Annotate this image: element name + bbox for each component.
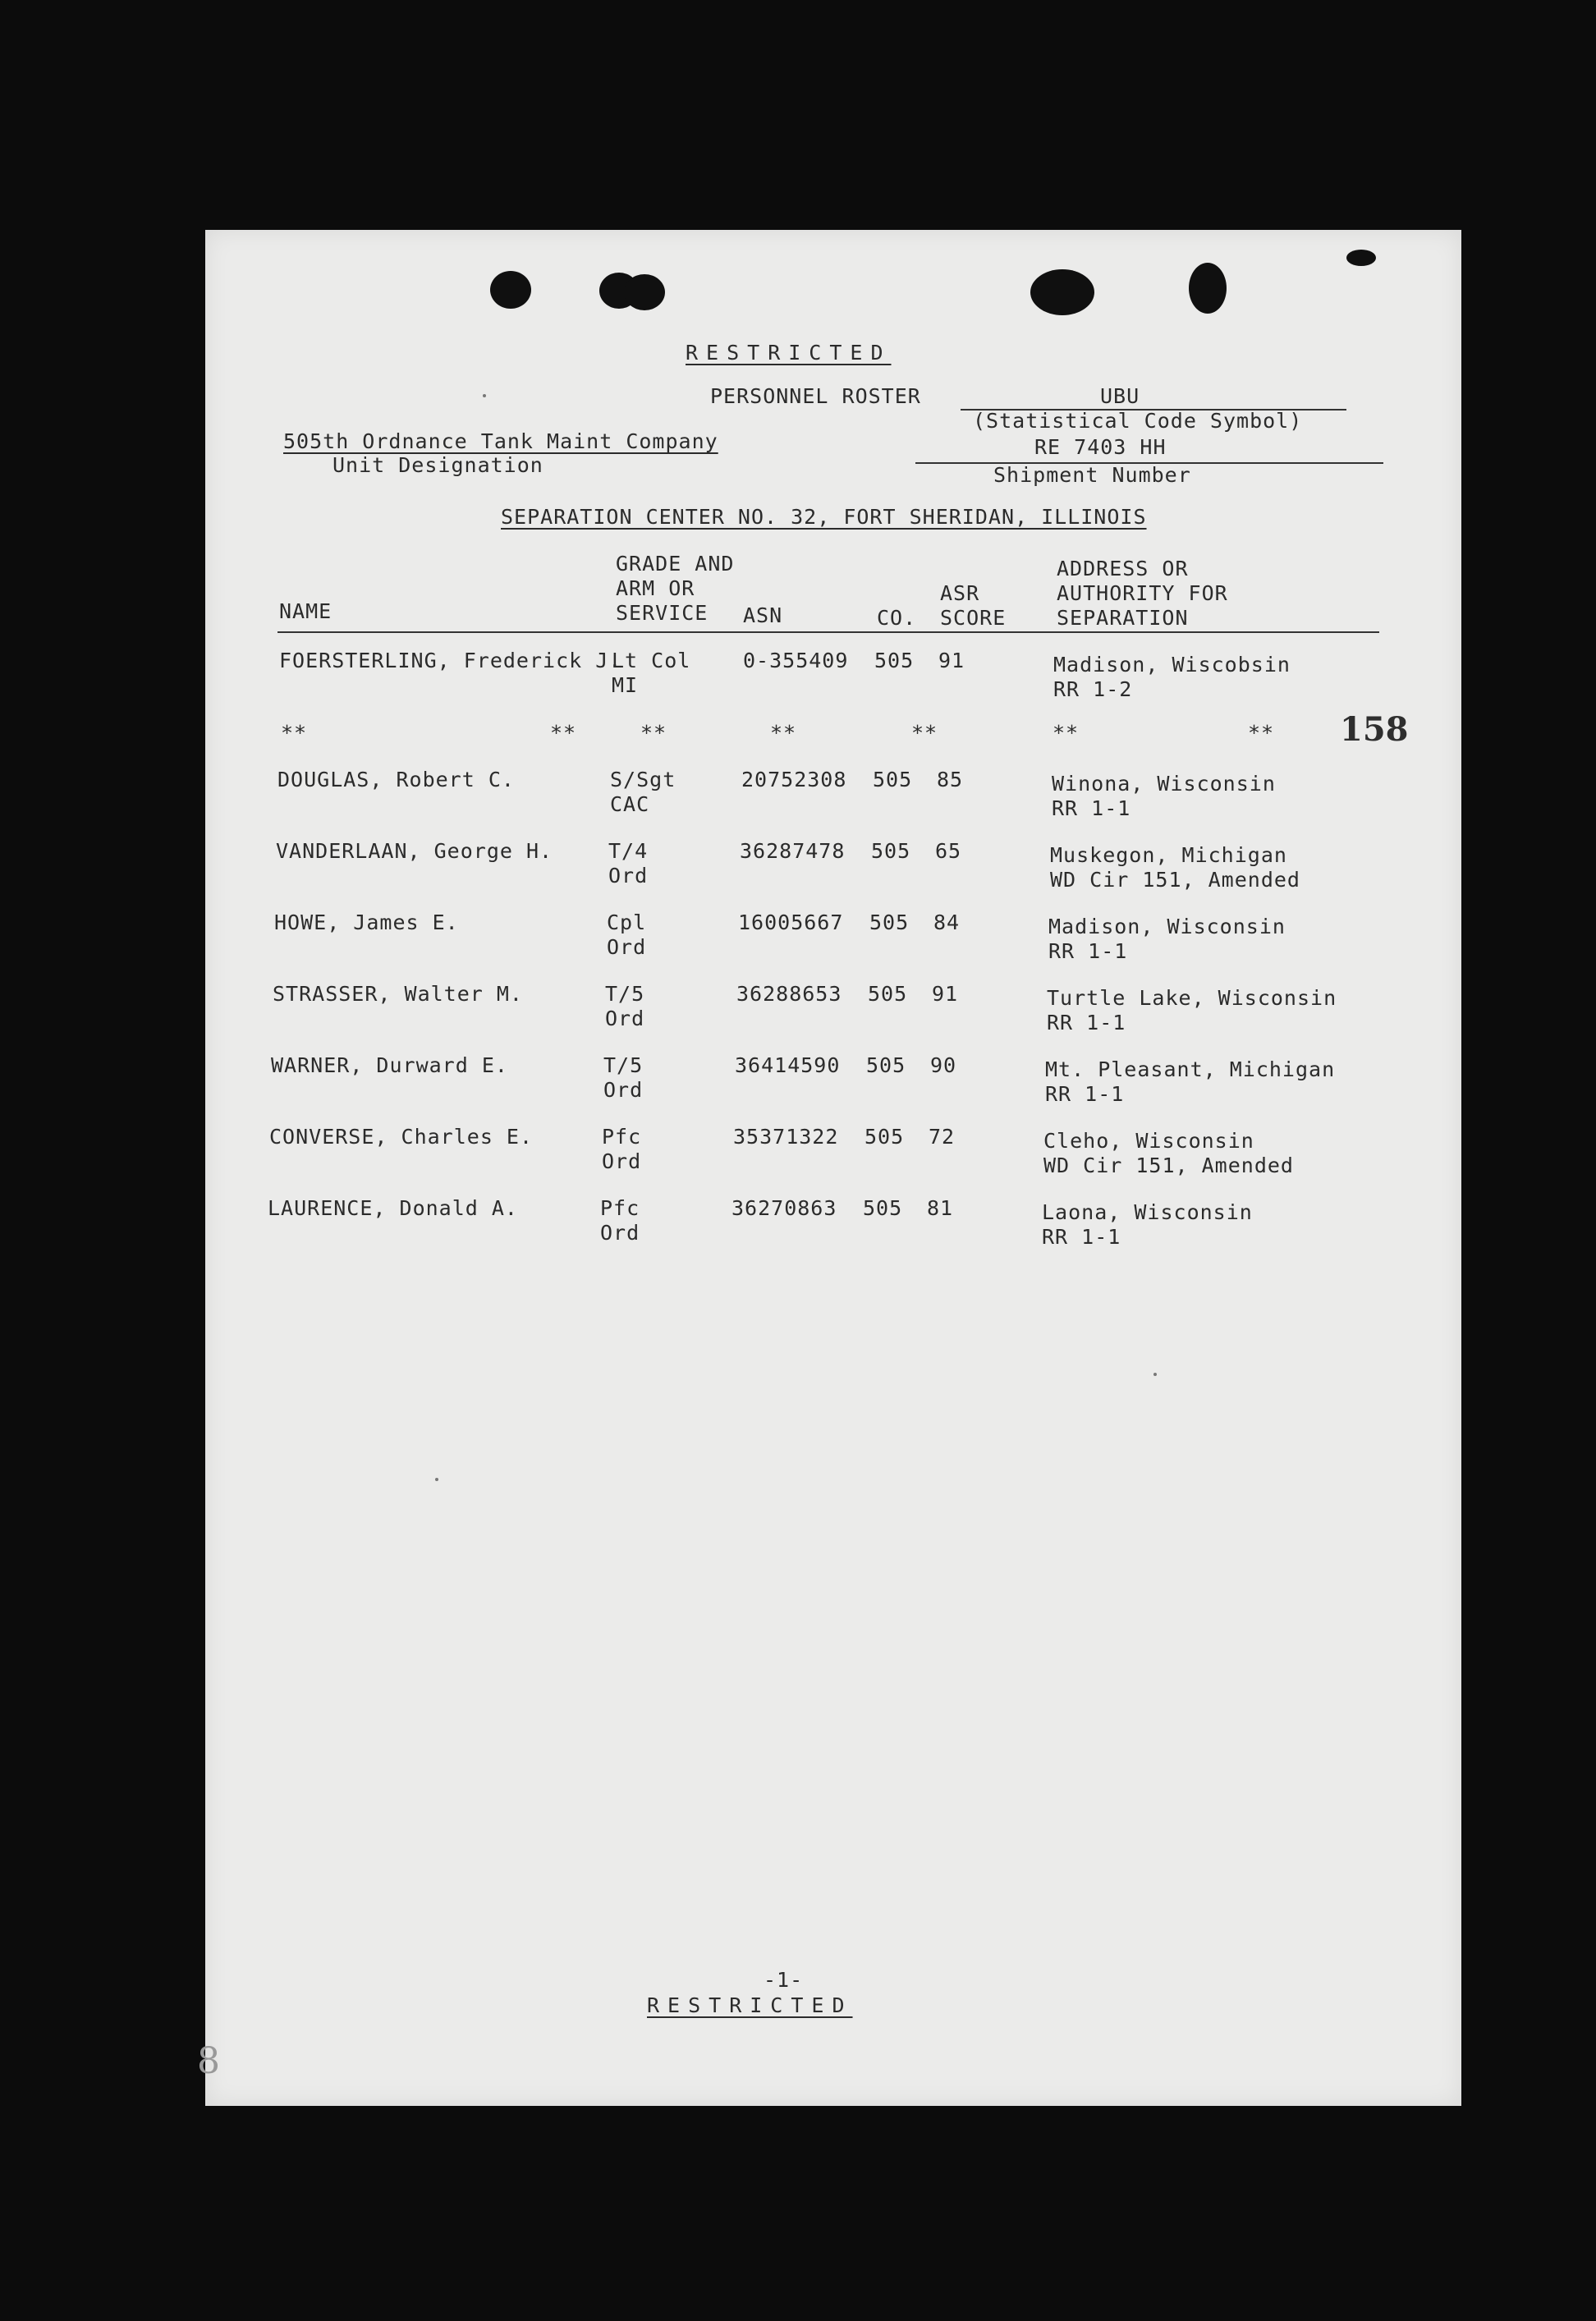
header-name: NAME: [279, 599, 332, 623]
row-address: Laona, Wisconsin: [1042, 1200, 1253, 1224]
row-score: 91: [932, 982, 959, 1006]
punch-hole: [1189, 263, 1227, 314]
row-arm: Ord: [607, 935, 647, 959]
header-rule: [277, 631, 1379, 633]
row-address: Winona, Wisconsin: [1052, 772, 1276, 796]
header-grade-line1: GRADE AND: [616, 552, 735, 576]
row-grade: Pfc: [600, 1196, 640, 1220]
row-address: Madison, Wisconsin: [1048, 915, 1286, 938]
shipment-number: RE 7403 HH: [1034, 435, 1167, 459]
row-authority: RR 1-1: [1048, 939, 1128, 963]
row-address: Mt. Pleasant, Michigan: [1045, 1057, 1336, 1081]
header-address-line2: AUTHORITY FOR: [1057, 581, 1228, 605]
row-co: 505: [873, 768, 913, 791]
row-authority: RR 1-1: [1052, 796, 1131, 820]
classification-top: RESTRICTED: [686, 341, 892, 365]
punch-hole: [1346, 250, 1376, 266]
row-co: 505: [871, 839, 911, 863]
row-score: 81: [927, 1196, 954, 1220]
row-grade: Lt Col: [612, 649, 691, 672]
unit-designation: 505th Ordnance Tank Maint Company: [283, 429, 718, 453]
row-co: 505: [864, 1125, 905, 1149]
header-grade-line3: SERVICE: [616, 601, 709, 625]
row-authority: RR 1-1: [1047, 1011, 1126, 1034]
separator-mark: **: [911, 721, 938, 745]
row-co: 505: [874, 649, 915, 672]
row-score: 91: [938, 649, 965, 672]
row-arm: Ord: [605, 1007, 645, 1030]
row-authority: RR 1-1: [1042, 1225, 1121, 1249]
row-name: WARNER, Durward E.: [271, 1053, 508, 1077]
separator-mark: **: [1053, 721, 1080, 745]
page-number: -1-: [764, 1968, 804, 1992]
row-asn: 0-355409: [743, 649, 849, 672]
row-co: 505: [868, 982, 908, 1006]
statistical-code: UBU: [1100, 384, 1140, 408]
separator-mark: **: [281, 721, 308, 745]
row-grade: Pfc: [602, 1125, 642, 1149]
edge-mark: 8: [197, 2040, 220, 2082]
row-asn: 36287478: [740, 839, 846, 863]
header-asn: ASN: [743, 603, 783, 627]
separator-mark: **: [640, 721, 667, 745]
row-authority: RR 1-1: [1045, 1082, 1125, 1106]
row-name: CONVERSE, Charles E.: [269, 1125, 534, 1149]
row-score: 65: [935, 839, 962, 863]
form-title: PERSONNEL ROSTER: [710, 384, 921, 408]
separator-mark: **: [1248, 721, 1275, 745]
row-arm: Ord: [600, 1221, 640, 1245]
row-grade: Cpl: [607, 911, 647, 934]
header-address-line1: ADDRESS OR: [1057, 557, 1189, 580]
row-grade: T/5: [605, 982, 645, 1006]
row-address: Muskegon, Michigan: [1050, 843, 1287, 867]
row-asn: 36288653: [736, 982, 842, 1006]
row-address: Madison, Wiscobsin: [1053, 653, 1291, 677]
row-co: 505: [863, 1196, 903, 1220]
row-name: STRASSER, Walter M.: [273, 982, 523, 1006]
row-grade: T/5: [603, 1053, 644, 1077]
row-address: Turtle Lake, Wisconsin: [1047, 986, 1337, 1010]
row-arm: MI: [612, 673, 639, 697]
row-grade: T/4: [608, 839, 649, 863]
row-grade: S/Sgt: [610, 768, 676, 791]
row-name: FOERSTERLING, Frederick J.: [279, 649, 622, 672]
row-name: LAURENCE, Donald A.: [268, 1196, 518, 1220]
row-authority: RR 1-2: [1053, 677, 1133, 701]
row-name: HOWE, James E.: [274, 911, 459, 934]
row-asn: 16005667: [738, 911, 844, 934]
roster-page: [197, 230, 1461, 2106]
separator-mark: **: [550, 721, 577, 745]
header-address-line3: SEPARATION: [1057, 606, 1189, 630]
handwritten-number: 158: [1340, 710, 1409, 749]
row-authority: WD Cir 151, Amended: [1050, 868, 1300, 892]
shipment-number-label: Shipment Number: [993, 463, 1191, 487]
row-authority: WD Cir 151, Amended: [1043, 1154, 1294, 1177]
paper-speck: [435, 1478, 438, 1481]
row-arm: Ord: [602, 1149, 642, 1173]
row-score: 84: [933, 911, 961, 934]
separation-center: SEPARATION CENTER NO. 32, FORT SHERIDAN, ILLINOIS: [501, 505, 1147, 529]
header-asr-line2: SCORE: [940, 606, 1007, 630]
row-score: 85: [937, 768, 964, 791]
row-asn: 36270863: [732, 1196, 837, 1220]
paper-speck: [1153, 1373, 1157, 1376]
unit-designation-label: Unit Designation: [332, 453, 543, 477]
paper-speck: [483, 394, 486, 397]
row-score: 90: [930, 1053, 957, 1077]
punch-hole: [624, 274, 665, 310]
header-asr-line1: ASR: [940, 581, 980, 605]
row-asn: 36414590: [735, 1053, 841, 1077]
row-name: DOUGLAS, Robert C.: [277, 768, 515, 791]
row-asn: 20752308: [741, 768, 847, 791]
punch-hole: [490, 271, 531, 309]
row-name: VANDERLAAN, George H.: [276, 839, 553, 863]
row-arm: CAC: [610, 792, 650, 816]
punch-hole: [1030, 269, 1094, 315]
separator-mark: **: [770, 721, 797, 745]
row-co: 505: [866, 1053, 906, 1077]
row-address: Cleho, Wisconsin: [1043, 1129, 1254, 1153]
row-asn: 35371322: [733, 1125, 839, 1149]
row-arm: Ord: [603, 1078, 644, 1102]
classification-bottom: RESTRICTED: [647, 1993, 853, 2017]
header-grade-line2: ARM OR: [616, 576, 695, 600]
row-arm: Ord: [608, 864, 649, 888]
row-score: 72: [929, 1125, 956, 1149]
statistical-code-label: (Statistical Code Symbol): [973, 409, 1303, 433]
header-co: CO.: [877, 606, 917, 630]
row-co: 505: [869, 911, 910, 934]
